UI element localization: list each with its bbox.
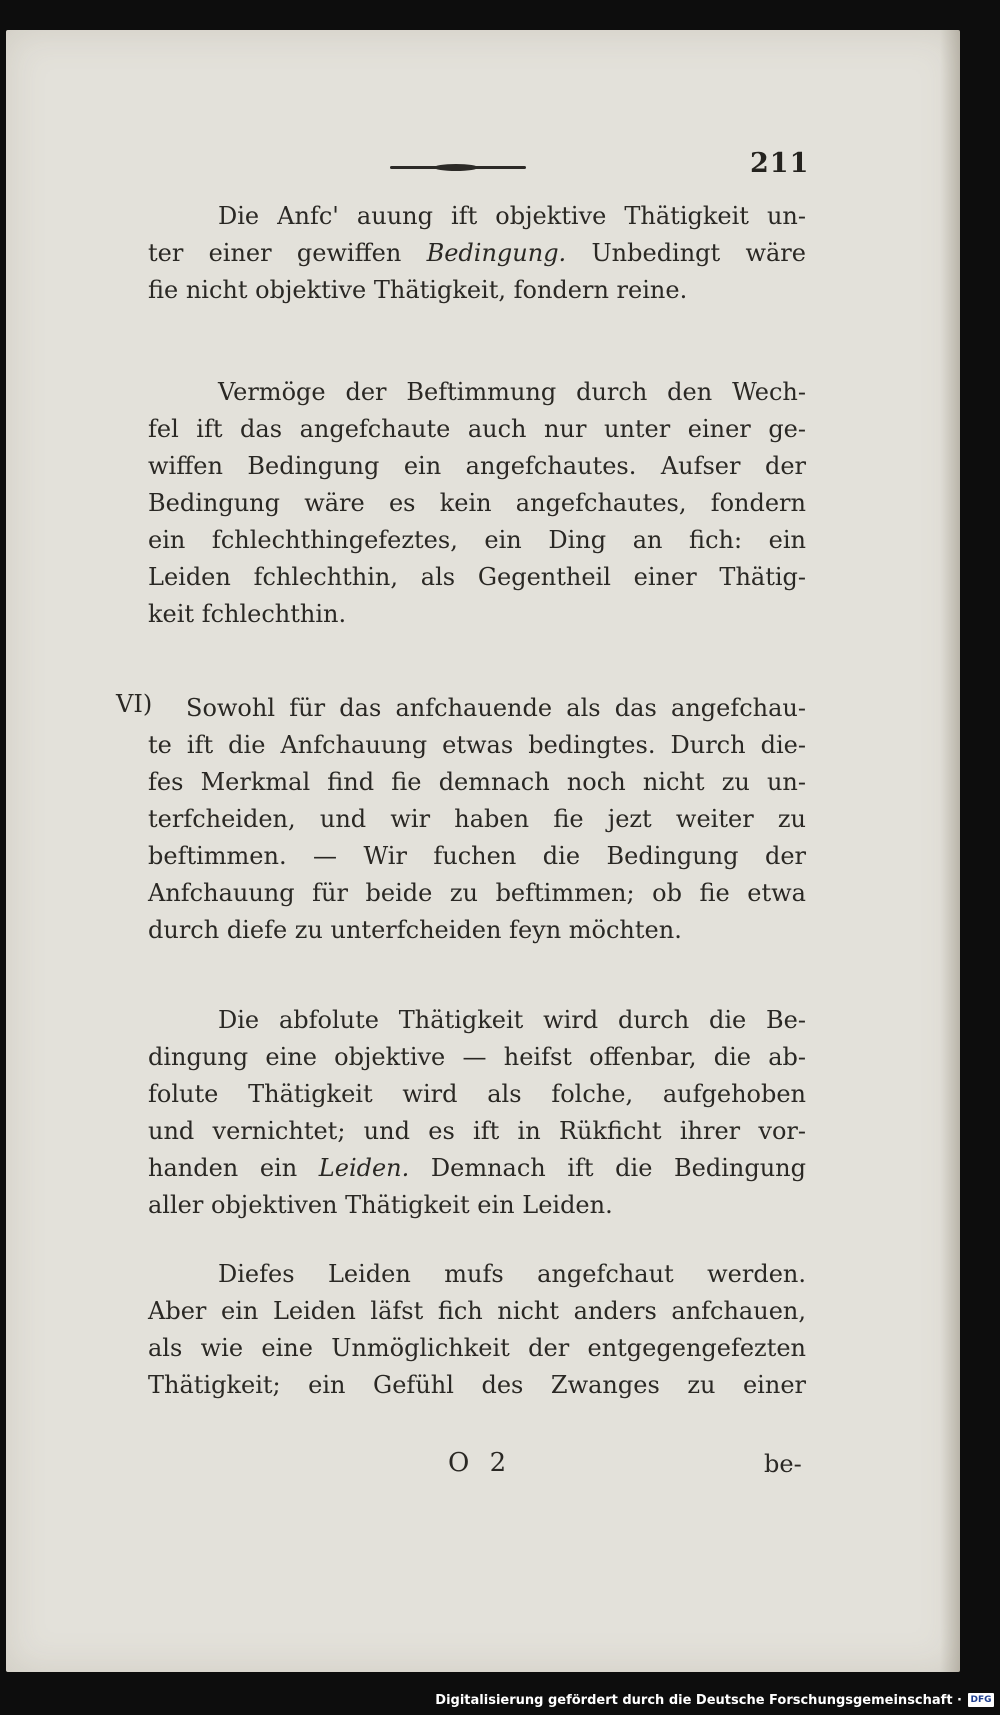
digitization-footer [435,1689,994,1711]
text-line: aller objektiven Thätigkeit ein Leiden. [148,1191,613,1219]
signature-mark: O 2 [448,1448,513,1478]
emphasis-text: Bedingung. [426,239,567,267]
dfg-logo-icon: DFG [968,1693,994,1707]
text-line: Leiden fchlechthin, als Gegentheil einer Thätig- [148,563,806,591]
text-line: Die abfolute Thätigkeit wird durch die Be- [218,1006,806,1034]
text-line: und vernichtet; und es ift in Rükficht ihrer vor- [148,1117,806,1145]
text-line: Bedingung wäre es kein angefchautes, fondern [148,489,806,517]
text-line: durch diefe zu unterfcheiden feyn möchten. [148,916,682,944]
page-number: 211 [750,148,810,179]
text-line: Vermöge der Beftimmung durch den Wech- [218,378,806,406]
text-line: keit fchlechthin. [148,600,347,628]
text-line: folute Thätigkeit wird als folche, aufgehoben [148,1080,806,1108]
text-line: terfcheiden, und wir haben fie jezt weiter zu [148,805,806,833]
text-line: Die Anfc' auung ift objektive Thätigkeit un- [218,202,806,230]
text-line: Thätigkeit; ein Gefühl des Zwanges zu einer [148,1371,806,1399]
text-line: Diefes Leiden mufs angefchaut werden. [218,1260,806,1288]
text-line: Aber ein Leiden läfst fich nicht anders anfchauen, [148,1297,806,1325]
paragraph-1 [148,198,806,309]
paragraph-4 [148,1002,806,1224]
text-line: te ift die Anfchauung etwas bedingtes. Durch die- [148,731,806,759]
text-line: ein fchlechthingefeztes, ein Ding an fich: ein [148,526,806,554]
book-page [6,30,960,1672]
section-marker: VI) [116,690,153,718]
text-line: beftimmen. — Wir fuchen die Bedingung der [148,842,806,870]
text-line: fie nicht objektive Thätigkeit, fondern reine. [148,276,688,304]
page-edge-shadow [940,30,960,1672]
footer-text: Digitalisierung gefördert durch die Deutsche Forschungsgemeinschaft · [435,1692,962,1708]
header-ornament-rule [390,166,526,169]
text-line: dingung eine objektive — heifst offenbar, die ab- [148,1043,806,1071]
text-line: wiffen Bedingung ein angefchautes. Aufser der [148,452,806,480]
text-line: handen ein Leiden. Demnach ift die Bedingung [148,1154,806,1182]
text-line: ter einer gewiffen Bedingung. Unbedingt wäre [148,239,806,267]
text-line: Anfchauung für beide zu beftimmen; ob fie etwa [148,879,806,907]
paragraph-5 [148,1256,806,1404]
catchword: be- [764,1450,802,1478]
emphasis-text: Leiden. [318,1154,410,1182]
text-line: fel ift das angefchaute auch nur unter einer ge- [148,415,806,443]
paragraph-2 [148,374,806,633]
text-line: fes Merkmal find fie demnach noch nicht zu un- [148,768,806,796]
text-line: als wie eine Unmöglichkeit der entgegengefezten [148,1334,806,1362]
paragraph-3 [148,690,806,949]
text-line: Sowohl für das anfchauende als das angefchau- [186,694,806,722]
